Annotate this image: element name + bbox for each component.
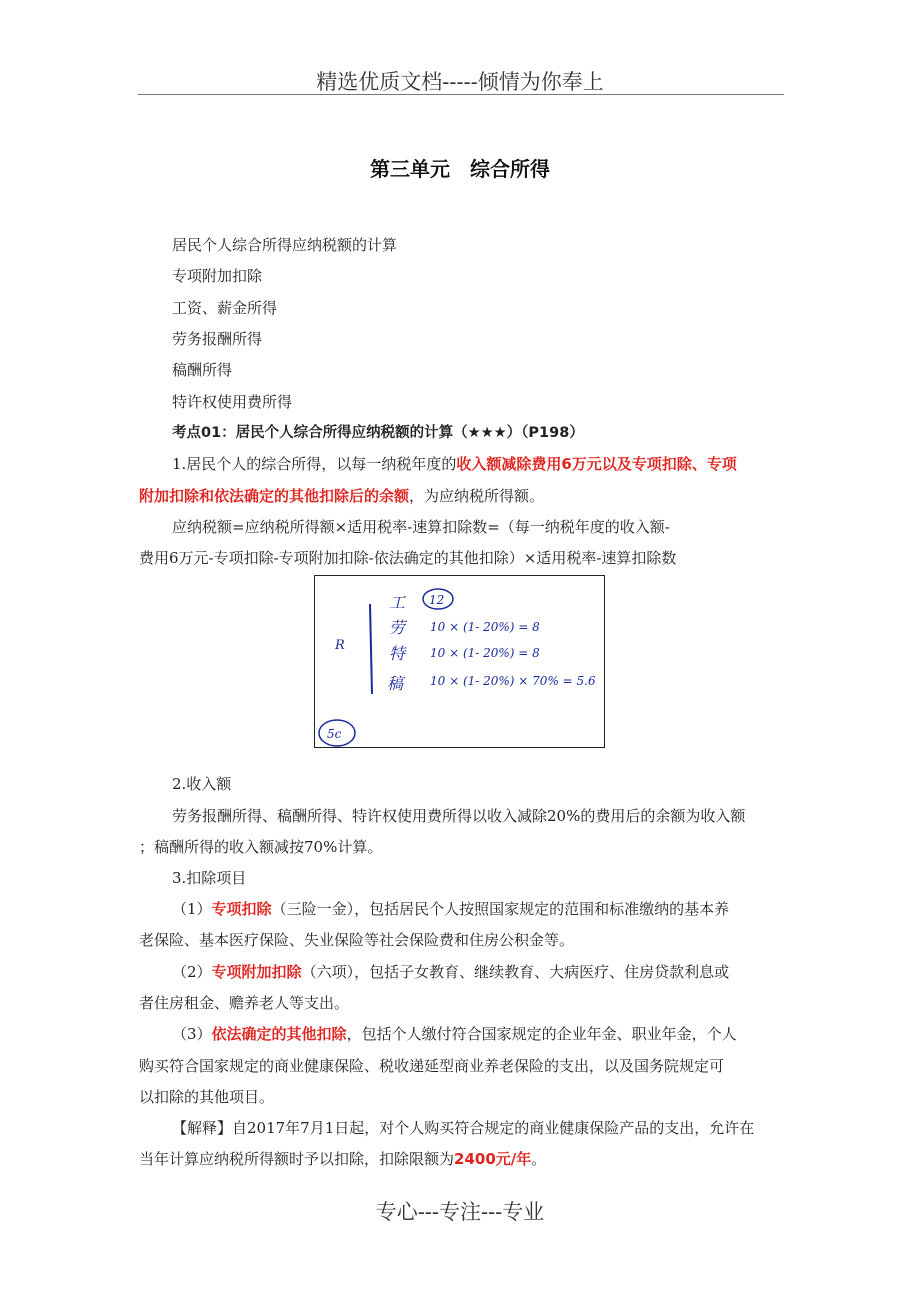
hw-r: R <box>335 638 345 653</box>
toc-item: 居民个人综合所得应纳税额的计算 <box>172 236 398 254</box>
explain-end: 。 <box>531 1150 547 1168</box>
para-1-highlight: 收入额减除费用6万元以及专项扣除、专项 <box>456 455 737 473</box>
hw-char-2: 劳 <box>389 618 406 637</box>
para-1-highlight-2: 附加扣除和依法确定的其他扣除后的余额 <box>139 487 410 505</box>
item-2-term: 专项附加扣除 <box>211 963 302 981</box>
hw-char-4: 稿 <box>387 674 404 693</box>
toc-item: 特许权使用费所得 <box>172 393 293 411</box>
item-3-term: 依法确定的其他扣除 <box>211 1025 347 1043</box>
hw-char-3: 特 <box>389 644 406 663</box>
para-1-text-end: ，为应纳税所得额。 <box>409 487 545 505</box>
para-1-line-1 <box>172 453 737 474</box>
item-1-line-1 <box>172 898 729 919</box>
hw-formula-3: 10 × (1- 20%) = 8 <box>430 646 540 660</box>
item-2-text: （六项），包括子女教育、继续教育、大病医疗、住房贷款利息或 <box>301 963 730 981</box>
section-2-heading: 2.收入额 <box>172 775 232 793</box>
hw-vertical-line <box>370 604 372 694</box>
item-1-line-2: 老保险、基本医疗保险、失业保险等社会保险费和住房公积金等。 <box>139 931 575 949</box>
formula-line-1: 应纳税额=应纳税所得额×适用税率-速算扣除数=（每一纳税年度的收入额- <box>172 518 670 536</box>
item-1-number: （1） <box>172 900 212 918</box>
hw-circle-bottom-label: 5c <box>327 727 342 741</box>
item-3-text: ，包括个人缴付符合国家规定的企业年金、职业年金，个人 <box>346 1025 737 1043</box>
explain-text: 当年计算应纳税所得额时予以扣除，扣除限额为 <box>139 1150 455 1168</box>
para-1-text: 1.居民个人的综合所得，以每一纳税年度的 <box>172 455 457 473</box>
header-divider <box>138 94 784 95</box>
explain-line-2 <box>139 1148 546 1169</box>
hw-formula-2: 10 × (1- 20%) = 8 <box>430 620 540 634</box>
explain-line-1: 【解释】自2017年7月1日起，对个人购买符合规定的商业健康保险产品的支出，允许在 <box>172 1119 755 1137</box>
toc-item: 稿酬所得 <box>172 361 233 379</box>
section-2-line-2: ；稿酬所得的收入额减按70%计算。 <box>139 838 383 856</box>
page-header: 精选优质文档-----倾情为你奉上 <box>316 70 604 94</box>
toc-item: 专项附加扣除 <box>172 267 263 285</box>
page-footer: 专心---专注---专业 <box>375 1200 545 1224</box>
section-3-heading: 3.扣除项目 <box>172 869 247 887</box>
section-2-line-1: 劳务报酬所得、稿酬所得、特许权使用费所得以收入减除20%的费用后的余额为收入额 <box>172 807 746 825</box>
para-1-line-2 <box>139 485 544 506</box>
item-1-text: （三险一金），包括居民个人按照国家规定的范围和标准缴纳的基本养 <box>271 900 730 918</box>
item-1-term: 专项扣除 <box>211 900 272 918</box>
item-2-number: （2） <box>172 963 212 981</box>
item-3-line-2: 购买符合国家规定的商业健康保险、税收递延型商业养老保险的支出，以及国务院规定可 <box>139 1057 725 1075</box>
kaodian-heading: 考点01：居民个人综合所得应纳税额的计算（★★★）（P198） <box>172 425 584 441</box>
item-3-line-1 <box>172 1023 737 1044</box>
handwritten-example-image <box>314 575 605 748</box>
item-3-line-3: 以扣除的其他项目。 <box>139 1088 275 1106</box>
page-title: 第三单元 综合所得 <box>370 157 550 181</box>
hw-formula-4: 10 × (1- 20%) × 70% = 5.6 <box>430 674 596 688</box>
item-3-number: （3） <box>172 1025 212 1043</box>
item-2-line-1 <box>172 961 729 982</box>
hw-circle-top-label: 12 <box>429 593 445 607</box>
hw-char-1: 工 <box>389 593 406 612</box>
toc-item: 劳务报酬所得 <box>172 330 263 348</box>
explain-limit: 2400元/年 <box>454 1150 532 1168</box>
formula-line-2: 费用6万元-专项扣除-专项附加扣除-依法确定的其他扣除）×适用税率-速算扣除数 <box>139 549 677 567</box>
toc-item: 工资、薪金所得 <box>172 299 278 317</box>
item-2-line-2: 者住房租金、赡养老人等支出。 <box>139 994 350 1012</box>
